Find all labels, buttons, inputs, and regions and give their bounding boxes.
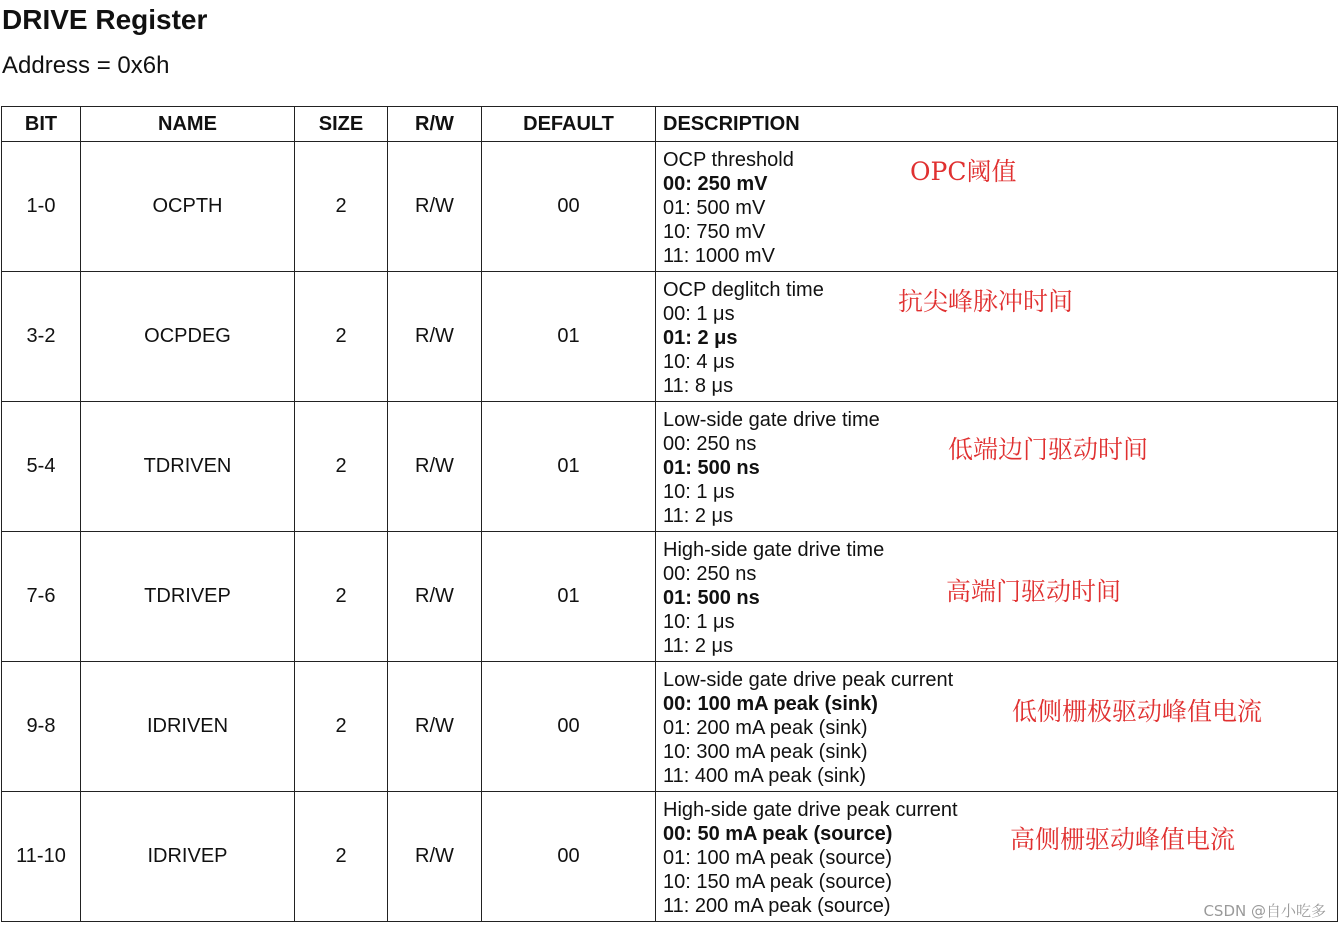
column-header-description: DESCRIPTION xyxy=(656,107,1338,142)
cell-size: 2 xyxy=(295,142,388,272)
cell-description xyxy=(656,532,1338,662)
column-header-name: NAME xyxy=(81,107,295,142)
handwritten-annotation: 高端门驱动时间 xyxy=(946,577,1122,606)
description-option: 01: 500 mV xyxy=(663,197,766,219)
description-option: 10: 300 mA peak (sink) xyxy=(663,741,868,763)
description-option: 00: 250 ns xyxy=(663,433,757,455)
description-option: 11: 2 μs xyxy=(663,635,734,657)
cell-default: 00 xyxy=(482,792,656,922)
cell-name: TDRIVEP xyxy=(81,532,295,662)
cell-size: 2 xyxy=(295,272,388,402)
table-row xyxy=(2,402,1338,532)
description-title: High-side gate drive peak current xyxy=(663,799,958,821)
cell-name: OCPTH xyxy=(81,142,295,272)
cell-rw: R/W xyxy=(388,532,482,662)
cell-default: 01 xyxy=(482,532,656,662)
handwritten-annotation: 抗尖峰脉冲时间 xyxy=(898,287,1074,316)
column-header-default: DEFAULT xyxy=(482,107,656,142)
description-option: 10: 150 mA peak (source) xyxy=(663,871,893,893)
description-title: Low-side gate drive time xyxy=(663,409,880,431)
column-header-size: SIZE xyxy=(295,107,388,142)
register-table xyxy=(1,106,1338,922)
description-option: 00: 1 μs xyxy=(663,303,735,325)
table-row xyxy=(2,792,1338,922)
description-title: OCP threshold xyxy=(663,149,794,171)
description-default-option: 00: 100 mA peak (sink) xyxy=(663,693,878,715)
description-option: 00: 250 ns xyxy=(663,563,757,585)
cell-description xyxy=(656,142,1338,272)
description-option: 11: 400 mA peak (sink) xyxy=(663,765,867,787)
cell-bit: 1-0 xyxy=(2,142,81,272)
cell-bit: 7-6 xyxy=(2,532,81,662)
description-option: 11: 200 mA peak (source) xyxy=(663,895,891,917)
cell-name: IDRIVEN xyxy=(81,662,295,792)
description-option: 10: 4 μs xyxy=(663,351,735,373)
description-default-option: 00: 50 mA peak (source) xyxy=(663,823,893,845)
table-row xyxy=(2,532,1338,662)
cell-name: OCPDEG xyxy=(81,272,295,402)
handwritten-annotation: OPC阈值 xyxy=(910,157,1017,186)
column-header-bit: BIT xyxy=(2,107,81,142)
description-option: 01: 200 mA peak (sink) xyxy=(663,717,868,739)
description-option: 10: 1 μs xyxy=(663,611,735,633)
register-title: DRIVE Register xyxy=(2,4,208,35)
cell-size: 2 xyxy=(295,792,388,922)
table-row xyxy=(2,662,1338,792)
cell-description xyxy=(656,272,1338,402)
cell-default: 00 xyxy=(482,142,656,272)
cell-description xyxy=(656,662,1338,792)
cell-bit: 9-8 xyxy=(2,662,81,792)
description-default-option: 00: 250 mV xyxy=(663,173,768,195)
cell-bit: 11-10 xyxy=(2,792,81,922)
description-default-option: 01: 2 μs xyxy=(663,327,738,349)
cell-default: 01 xyxy=(482,402,656,532)
column-header-rw: R/W xyxy=(388,107,482,142)
cell-rw: R/W xyxy=(388,402,482,532)
description-option: 11: 1000 mV xyxy=(663,245,775,267)
cell-name: IDRIVEP xyxy=(81,792,295,922)
table-header-row xyxy=(2,107,1338,142)
description-option: 11: 2 μs xyxy=(663,505,734,527)
cell-description xyxy=(656,402,1338,532)
register-address: Address = 0x6h xyxy=(2,52,170,79)
watermark: CSDN @自小吃多 xyxy=(1203,902,1326,920)
cell-rw: R/W xyxy=(388,792,482,922)
cell-size: 2 xyxy=(295,402,388,532)
cell-size: 2 xyxy=(295,532,388,662)
cell-rw: R/W xyxy=(388,662,482,792)
description-default-option: 01: 500 ns xyxy=(663,457,760,479)
cell-default: 01 xyxy=(482,272,656,402)
description-option: 10: 750 mV xyxy=(663,221,766,243)
table-row xyxy=(2,142,1338,272)
cell-name: TDRIVEN xyxy=(81,402,295,532)
description-option: 11: 8 μs xyxy=(663,375,734,397)
cell-size: 2 xyxy=(295,662,388,792)
cell-rw: R/W xyxy=(388,272,482,402)
description-option: 01: 100 mA peak (source) xyxy=(663,847,893,869)
handwritten-annotation: 低侧栅极驱动峰值电流 xyxy=(1012,697,1263,726)
description-option: 10: 1 μs xyxy=(663,481,735,503)
description-default-option: 01: 500 ns xyxy=(663,587,760,609)
cell-default: 00 xyxy=(482,662,656,792)
description-title: High-side gate drive time xyxy=(663,539,885,561)
description-title: OCP deglitch time xyxy=(663,279,824,301)
handwritten-annotation: 高侧栅驱动峰值电流 xyxy=(1010,825,1236,854)
table-row xyxy=(2,272,1338,402)
cell-rw: R/W xyxy=(388,142,482,272)
description-title: Low-side gate drive peak current xyxy=(663,669,954,691)
handwritten-annotation: 低端边门驱动时间 xyxy=(948,435,1149,464)
cell-bit: 3-2 xyxy=(2,272,81,402)
cell-bit: 5-4 xyxy=(2,402,81,532)
